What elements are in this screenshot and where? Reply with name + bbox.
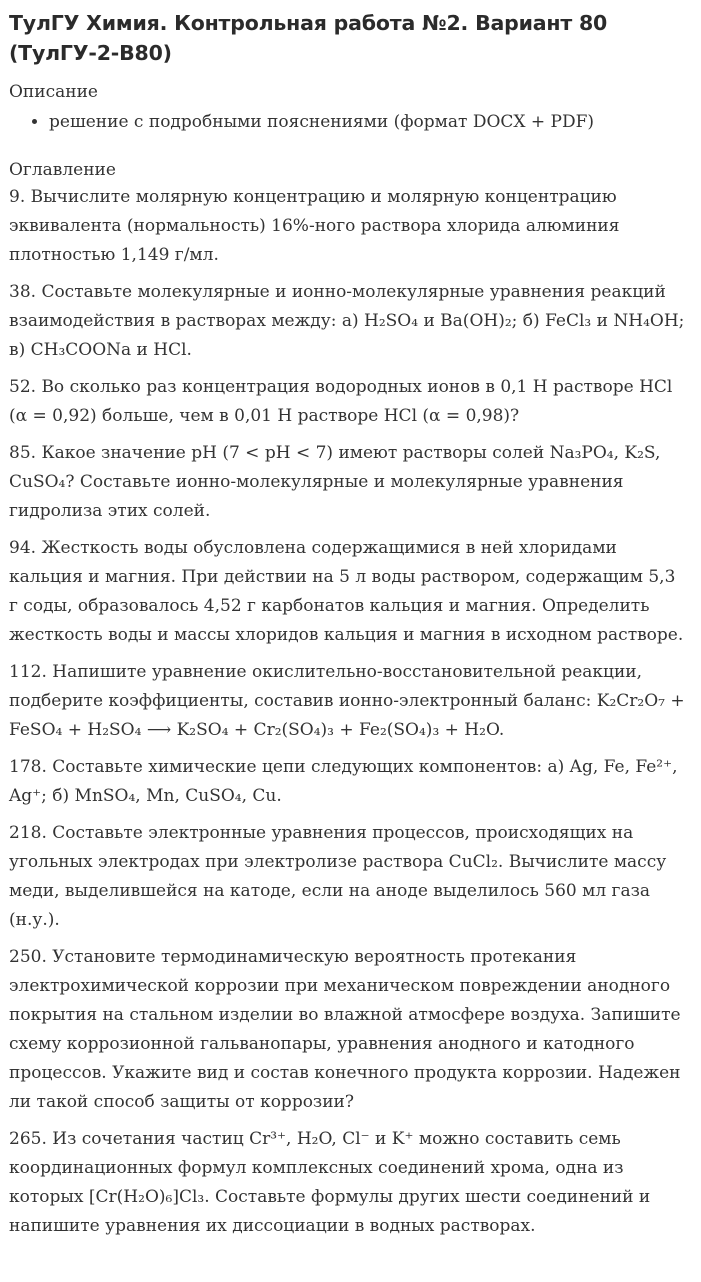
question-list	[9, 183, 687, 1241]
question-item: 85. Какое значение pH (7 < pH < 7) имеют растворы солей Na₃PO₄, K₂S, CuSO₄? Составьте ионно-молекулярные и молекулярные уравнения гидролиза этих солей.	[9, 443, 661, 521]
question-item: 265. Из сочетания частиц Cr³⁺, H₂O, Cl⁻ и K⁺ можно составить семь координационных формул комплексных соединений хрома, одна из которых [Cr(H₂O)₆]Cl₃. Составьте формулы других шести соединений и напишите уравнения их диссоциации в водных растворах.	[9, 1129, 651, 1236]
description-item: • решение с подробными пояснениями (формат DOCX + PDF)	[49, 109, 687, 135]
question-item: 112. Напишите уравнение окислительно-восстановительной реакции, подберите коэффициенты, составив ионно-электронный баланс: K₂Cr₂O₇ + FeSO₄ + H₂SO₄ ⟶ K₂SO₄ + Cr₂(SO₄)₃ + Fe₂(SO₄)₃ + H₂O.	[9, 662, 685, 740]
question-item: 38. Составьте молекулярные и ионно-молекулярные уравнения реакций взаимодействия в растворах между: а) H₂SO₄ и Ba(OH)₂; б) FeCl₃ и NH₄OH; в) CH₃COONa и HCl.	[9, 282, 685, 360]
description-list	[9, 109, 687, 135]
question-item: 178. Составьте химические цепи следующих компонентов: а) Ag, Fe, Fe²⁺, Ag⁺; б) MnSO₄, Mn, CuSO₄, Cu.	[9, 757, 678, 806]
question-item: 250. Установите термодинамическую вероятность протекания электрохимической коррозии при механическом повреждении анодного покрытия на стальном изделии во влажной атмосфере воздуха. Запишите схему коррозионной гальванопары, уравнения анодного и катодного процессов. Укажите вид и состав конечного продукта коррозии. Надежен ли такой способ защиты от коррозии?	[9, 947, 681, 1112]
question-item: 52. Во сколько раз концентрация водородных ионов в 0,1 Н растворе HCl (α = 0,92) больше, чем в 0,01 Н растворе HCl (α = 0,98)?	[9, 377, 673, 426]
question-item: 218. Составьте электронные уравнения процессов, происходящих на угольных электродах при электролизе раствора CuCl₂. Вычислите массу меди, выделившейся на катоде, если на аноде выделилось 560 мл газа (н.у.).	[9, 823, 667, 930]
page-title: ТулГУ Химия. Контрольная работа №2. Вариант 80 (ТулГУ-2-В80)	[9, 11, 608, 65]
question-item: 94. Жесткость воды обусловлена содержащимися в ней хлоридами кальция и магния. При действии на 5 л воды раствором, содержащим 5,3 г соды, образовалось 4,52 г карбонатов кальция и магния. Определить жесткость воды и массы хлоридов кальция и магния в исходном растворе.	[9, 538, 684, 645]
description-heading: Описание	[9, 82, 98, 102]
toc-heading: Оглавление	[9, 160, 116, 180]
question-item: 9. Вычислите молярную концентрацию и молярную концентрацию эквивалента (нормальность) 16%-ного раствора хлорида алюминия плотностью 1,149 г/мл.	[9, 187, 620, 265]
